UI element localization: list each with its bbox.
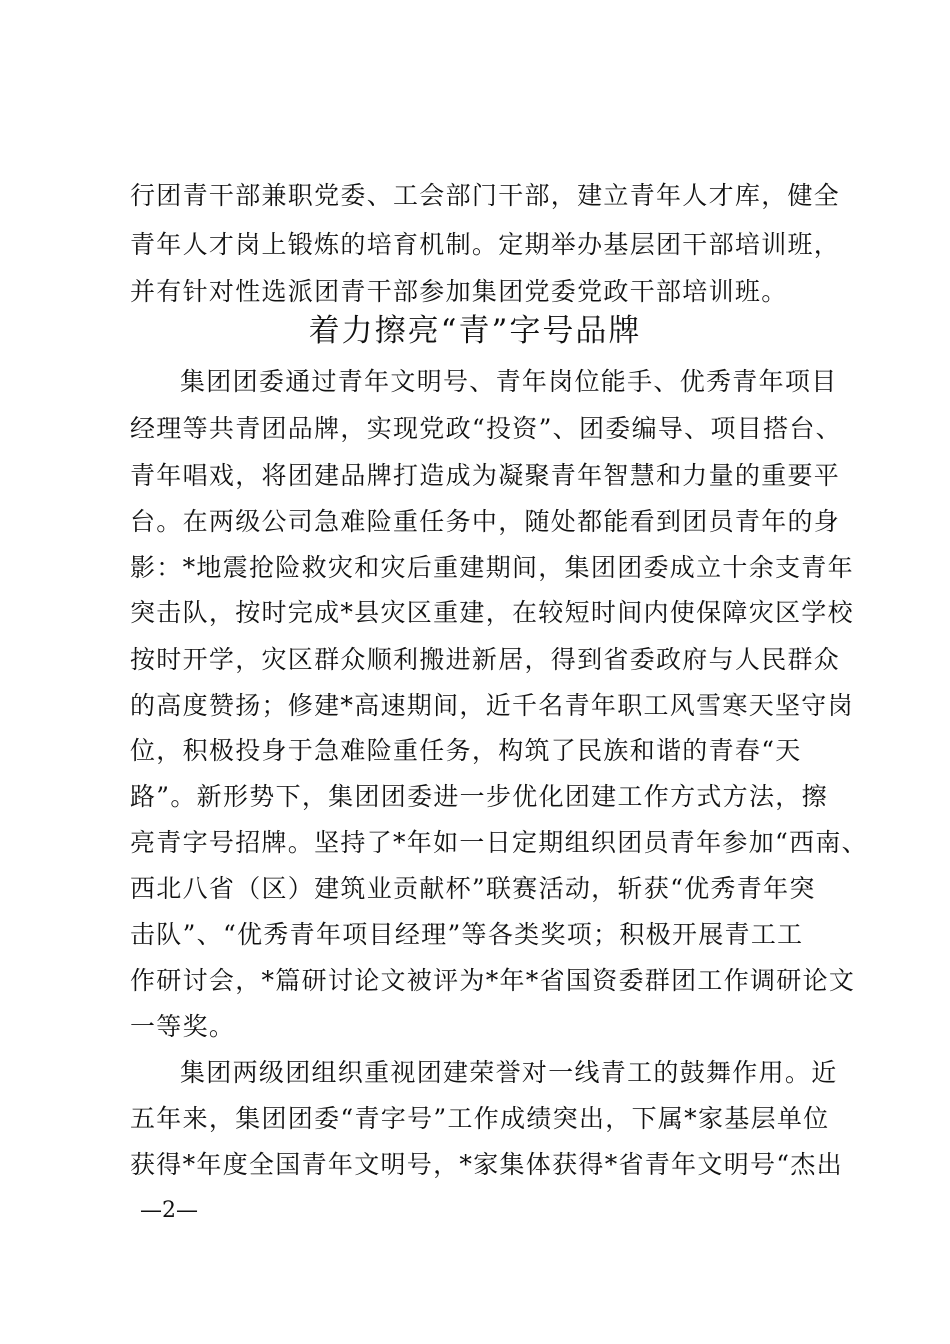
body-line: 并有针对性选派团青干部参加集团党委党政干部培训班。 xyxy=(130,277,788,306)
body-line: 西北八省（区）建筑业贡献杯”联赛活动，斩获“优秀青年突 xyxy=(130,874,816,903)
body-line: 青年唱戏，将团建品牌打造成为凝聚青年智慧和力量的重要平 xyxy=(130,461,841,490)
body-line: 五年来，集团团委“青字号”工作成绩突出，下属*家基层单位 xyxy=(130,1104,830,1133)
body-line: 台。在两级公司急难险重任务中，随处都能看到团员青年的身 xyxy=(130,507,841,536)
body-line: 的高度赞扬；修建*高速期间，近千名青年职工风雪寒天坚守岗 xyxy=(130,691,854,720)
body-line: 获得*年度全国青年文明号，*家集体获得*省青年文明号“杰出 xyxy=(130,1150,843,1179)
body-line: 位，积极投身于急难险重任务，构筑了民族和谐的青春“天 xyxy=(130,736,802,765)
body-line: 集团团委通过青年文明号、青年岗位能手、优秀青年项目 xyxy=(180,367,838,396)
body-line: 一等奖。 xyxy=(130,1012,236,1041)
page-number: —2— xyxy=(140,1198,198,1223)
body-line: 击队”、“优秀青年项目经理”等各类奖项；积极开展青工工 xyxy=(130,920,804,949)
body-line: 亮青字号招牌。坚持了*年如一日定期组织团员青年参加“西南、 xyxy=(130,828,868,857)
section-heading: 着力擦亮“青”字号品牌 xyxy=(308,313,642,349)
body-line: 突击队，按时完成*县灾区重建，在较短时间内使保障灾区学校 xyxy=(130,598,854,627)
body-line: 按时开学，灾区群众顺利搬进新居，得到省委政府与人民群众 xyxy=(130,645,841,674)
body-line: 路”。新形势下，集团团委进一步优化团建工作方式方法，擦 xyxy=(130,782,828,811)
body-line: 行团青干部兼职党委、工会部门干部，建立青年人才库，健全 xyxy=(130,181,841,210)
body-line: 集团两级团组织重视团建荣誉对一线青工的鼓舞作用。近 xyxy=(180,1058,838,1087)
body-line: 青年人才岗上锻炼的培育机制。定期举办基层团干部培训班， xyxy=(130,230,841,259)
body-line: 影：*地震抢险救灾和灾后重建期间，集团团委成立十余支青年 xyxy=(130,553,854,582)
body-line: 作研讨会，*篇研讨论文被评为*年*省国资委群团工作调研论文 xyxy=(130,966,856,995)
body-line: 经理等共青团品牌，实现党政“投资”、团委编导、项目搭台、 xyxy=(130,414,842,443)
